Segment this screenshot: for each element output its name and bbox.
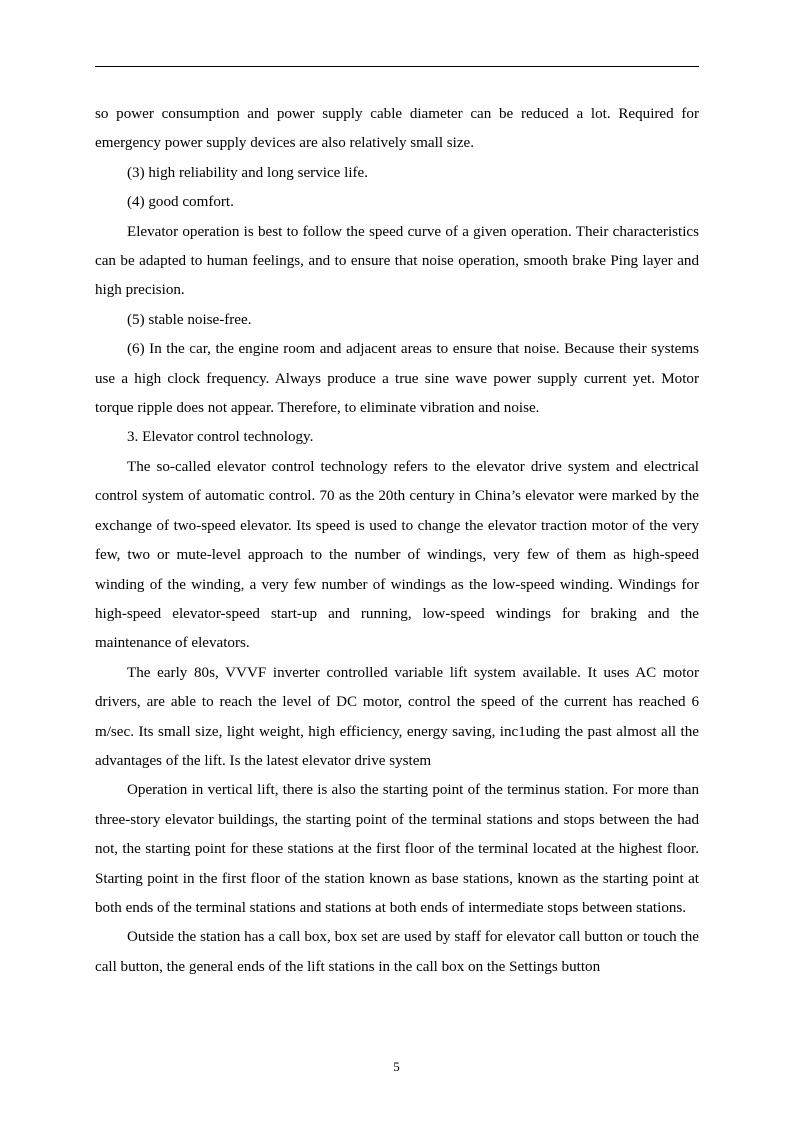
paragraph-call-box: Outside the station has a call box, box set are used by staff for elevator call button or touch the call button, the general ends of the lift stations in the call box on the Settings button bbox=[95, 929, 699, 975]
header-rule bbox=[95, 66, 699, 67]
list-item-comfort: (4) good comfort. bbox=[127, 194, 234, 211]
list-item-reliability: (3) high reliability and long service life. bbox=[127, 164, 369, 181]
paragraph-control-technology: The so-called elevator control technology refers to the elevator drive system and electrical control system of automatic control. 70 as the 20th century in China’s elevator were marked by the exchange of two-speed elevator. Its speed is used to change the elevator traction motor of the very few, two or mute-level approach to the number of windings, very few of them as high-speed winding of the winding, a very few number of windings as the low-speed winding. Windings for high-speed elevator-speed start-up and running, low-speed windings for braking and the maintenance of elevators. bbox=[95, 458, 699, 652]
section-heading-control-technology: 3. Elevator control technology. bbox=[127, 429, 314, 446]
list-item-car-noise: (6) In the car, the engine room and adjacent areas to ensure that noise. Because their systems use a high clock frequency. Always produce a true sine wave power supply current yet. Motor torque ripple does not appear. Therefore, to eliminate vibration and noise. bbox=[95, 341, 699, 417]
paragraph-continuation: so power consumption and power supply cable diameter can be reduced a lot. Required for emergency power supply devices are also relatively small size. bbox=[95, 106, 699, 152]
paragraph-stations: Operation in vertical lift, there is also the starting point of the terminus station. For more than three-story elevator buildings, the starting point of the terminal stations and stops between the had not, the starting point for these stations at the first floor of the terminal located at the highest floor. Starting point in the first floor of the station known as base stations, known as the starting point at both ends of the terminal stations and stations at both ends of intermediate stops between stations. bbox=[95, 782, 699, 916]
paragraph-speed-curve: Elevator operation is best to follow the speed curve of a given operation. Their characteristics can be adapted to human feelings, and to ensure that noise operation, smooth brake Ping layer and high precision. bbox=[95, 223, 699, 299]
page-number: 5 bbox=[393, 1059, 400, 1074]
document-body bbox=[95, 100, 699, 982]
paragraph-vvvf: The early 80s, VVVF inverter controlled variable lift system available. It uses AC motor drivers, are able to reach the level of DC motor, control the speed of the current has reached 6 m/sec. Its small size, light weight, high efficiency, energy saving, inc1uding the past almost all the advantages of the lift. Is the latest elevator drive system bbox=[95, 664, 699, 769]
list-item-noise-free: (5) stable noise-free. bbox=[127, 311, 252, 328]
